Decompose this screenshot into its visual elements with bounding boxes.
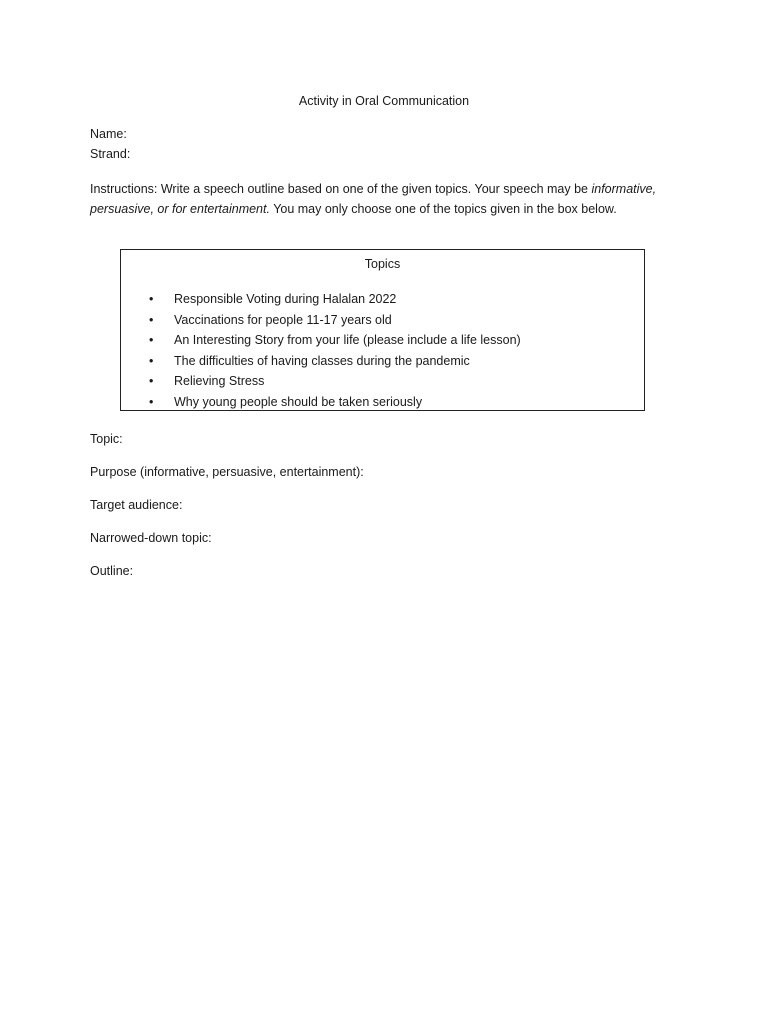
bullet-icon: • <box>149 333 154 347</box>
instructions-text-2: You may only choose one of the topics given in the box below. <box>269 202 617 216</box>
list-item <box>149 392 521 413</box>
list-item <box>149 310 521 331</box>
topic-item-label: Relieving Stress <box>174 374 265 388</box>
topic-item-label: The difficulties of having classes during the pandemic <box>174 353 470 368</box>
target-audience-field-label: Target audience: <box>90 498 183 512</box>
topic-field-label: Topic: <box>90 432 123 446</box>
instructions-italic: informative, persuasive, or for entertainment. <box>90 182 657 216</box>
document-title: Activity in Oral Communication <box>298 94 470 108</box>
topics-list <box>149 289 521 412</box>
bullet-icon: • <box>149 292 154 306</box>
topic-item-label: Responsible Voting during Halalan 2022 <box>174 292 397 306</box>
narrowed-topic-field-label: Narrowed-down topic: <box>90 531 212 545</box>
list-item <box>149 330 521 351</box>
purpose-field-label: Purpose (informative, persuasive, entertainment): <box>90 465 364 479</box>
instructions-text-1: Write a speech outline based on one of the given topics. Your speech may be <box>157 182 592 196</box>
topic-item-label: Why young people should be taken seriously <box>174 394 423 409</box>
list-item <box>149 351 521 372</box>
topics-heading: Topics <box>364 257 401 271</box>
bullet-icon: • <box>149 374 154 388</box>
outline-field-label: Outline: <box>90 564 134 578</box>
topics-box <box>120 249 645 411</box>
bullet-icon: • <box>149 394 154 409</box>
topic-item-label: An Interesting Story from your life (please include a life lesson) <box>174 333 521 347</box>
instructions-paragraph <box>90 179 680 219</box>
bullet-icon: • <box>149 353 154 368</box>
list-item <box>149 371 521 392</box>
strand-label: Strand: <box>90 147 131 161</box>
instructions-lead: Instructions: <box>90 182 158 196</box>
topic-item-label: Vaccinations for people 11-17 years old <box>174 312 392 327</box>
bullet-icon: • <box>149 312 154 327</box>
list-item <box>149 289 521 310</box>
name-label: Name: <box>90 127 127 141</box>
